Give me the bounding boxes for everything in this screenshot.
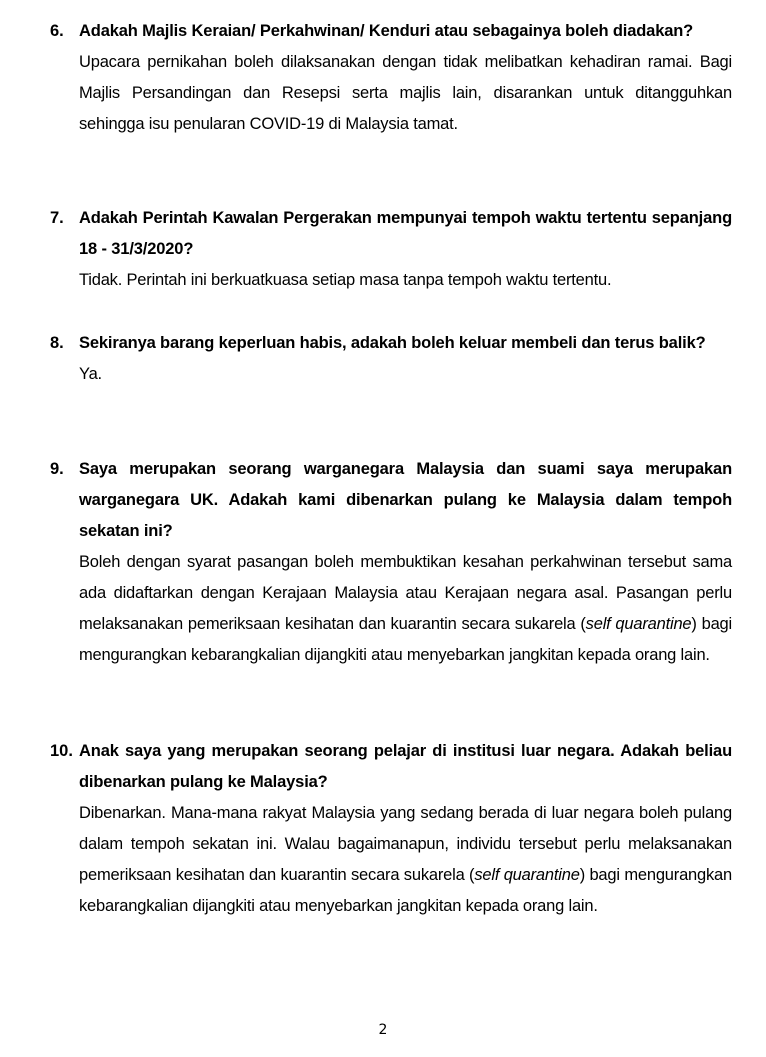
faq-item-7 <box>50 203 732 296</box>
answer-text: Dibenarkan. Mana-mana rakyat Malaysia yang sedang berada di luar negara boleh pulang dalam tempoh sekatan ini. Walau bagaimanapun, individu tersebut perlu melaksanakan pemeriksaan kesihatan dan kuarantin secara sukarela ( <box>79 804 732 884</box>
faq-item-9 <box>50 454 732 671</box>
faq-answer <box>79 798 732 922</box>
faq-number: 10. <box>50 742 73 760</box>
faq-answer: Ya. <box>79 365 102 383</box>
faq-question: Adakah Perintah Kawalan Pergerakan mempunyai tempoh waktu tertentu sepanjang 18 - 31/3/2020? <box>79 209 732 258</box>
page-number: 2 <box>378 1022 388 1038</box>
answer-text: ) bagi mengurangkan kebarangkalian dijangkiti atau menyebarkan jangkitan kepada orang lain. <box>79 615 732 664</box>
faq-item-8 <box>50 328 732 390</box>
faq-item-10 <box>50 736 732 922</box>
faq-number: 6. <box>50 22 64 40</box>
faq-answer: Upacara pernikahan boleh dilaksanakan dengan tidak melibatkan kehadiran ramai. Bagi Majlis Persandingan dan Resepsi serta majlis lain, disarankan untuk ditangguhkan sehingga isu penularan COVID-19 di Malaysia tamat. <box>79 53 732 133</box>
faq-question: Adakah Majlis Keraian/ Perkahwinan/ Kenduri atau sebagainya boleh diadakan? <box>79 22 694 40</box>
faq-answer <box>79 547 732 671</box>
faq-question: Saya merupakan seorang warganegara Malaysia dan suami saya merupakan warganegara UK. Adakah kami dibenarkan pulang ke Malaysia dalam tempoh sekatan ini? <box>79 460 732 540</box>
faq-question: Anak saya yang merupakan seorang pelajar di institusi luar negara. Adakah beliau dibenarkan pulang ke Malaysia? <box>79 742 732 791</box>
answer-italic-term: self quarantine <box>474 866 580 884</box>
answer-italic-term: self quarantine <box>585 615 692 633</box>
answer-text: ) bagi mengurangkan kebarangkalian dijangkiti atau menyebarkan jangkitan kepada orang lain. <box>79 866 733 915</box>
faq-answer: Tidak. Perintah ini berkuatkuasa setiap masa tanpa tempoh waktu tertentu. <box>79 271 612 289</box>
faq-number: 9. <box>50 460 64 478</box>
faq-item-6 <box>50 16 732 140</box>
faq-number: 8. <box>50 334 64 352</box>
faq-number: 7. <box>50 209 64 227</box>
answer-text: Boleh dengan syarat pasangan boleh membuktikan kesahan perkahwinan tersebut sama ada didaftarkan dengan Kerajaan Malaysia atau Kerajaan negara asal. Pasangan perlu melaksanakan pemeriksaan kesihatan dan kuarantin secara sukarela ( <box>79 553 732 633</box>
faq-question: Sekiranya barang keperluan habis, adakah boleh keluar membeli dan terus balik? <box>79 334 706 352</box>
